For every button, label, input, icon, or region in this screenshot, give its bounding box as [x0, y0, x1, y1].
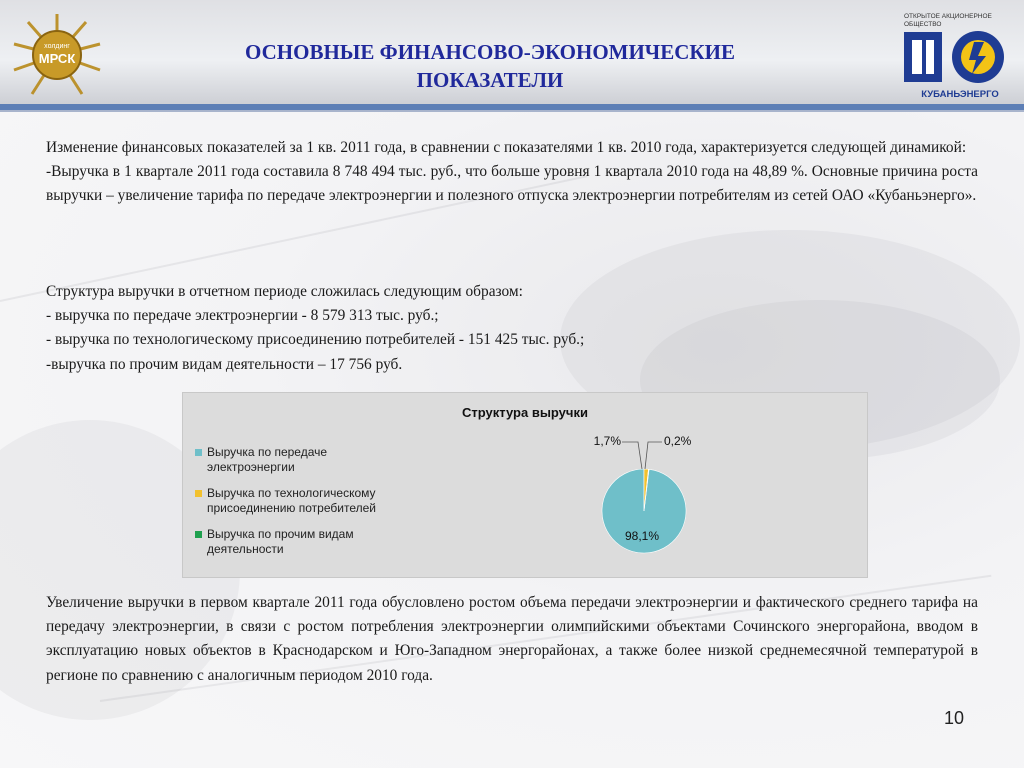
kubanenergo-logo [902, 10, 1020, 102]
logo-right-line2: ОБЩЕСТВО [904, 21, 942, 28]
leader-line-other [645, 442, 662, 469]
leader-line-connection [622, 442, 642, 469]
intro-paragraph-1: Изменение финансовых показателей за 1 кв. 2011 года, в сравнении с показателями 1 кв. 2010 года, характеризуется следующей динамикой: [46, 139, 967, 156]
revenue-structure-text [46, 280, 978, 377]
pie-chart [183, 393, 867, 577]
intro-paragraph-2: -Выручка в 1 квартале 2011 года составила 8 748 494 тыс. руб., что больше уровня 1 квартала 2010 года на 48,89 %. Основные причина роста выручки – увеличение тарифа по передаче электроэнергии и полезного отпуска электроэнергии потребителям из сетей ОАО «Кубаньэнерго». [46, 163, 978, 205]
slide-header [0, 0, 1024, 110]
conclusion-text [46, 591, 978, 688]
page-number: 10 [943, 708, 964, 728]
data-label-connection: 1,7% [593, 434, 621, 448]
mrsk-holding-logo [8, 10, 106, 100]
data-label-transmission: 98,1% [624, 529, 660, 543]
legend-label-transmission-line1: Выручка по передаче [207, 445, 328, 459]
legend-label-connection-line2: присоединению потребителей [207, 501, 376, 515]
slide-title [160, 38, 820, 94]
structure-item-other: -выручка по прочим видам деятельности – 17 756 руб. [46, 355, 403, 373]
legend-label-other-line2: деятельности [207, 542, 284, 556]
logo-left-top-text: холдинг [44, 43, 70, 50]
chart-title: Структура выручки [462, 405, 588, 420]
revenue-structure-chart [182, 392, 868, 578]
logo-right-line1: ОТКРЫТОЕ АКЦИОНЕРНОЕ [904, 13, 992, 20]
logo-left-main-text: МРСК [38, 51, 76, 66]
legend-label-transmission-line2: электроэнергии [207, 460, 295, 474]
structure-item-transmission: - выручка по передаче электроэнергии - 8 579 313 тыс. руб.; [46, 307, 439, 325]
data-label-other: 0,2% [664, 434, 692, 448]
slide-title-line2: ПОКАЗАТЕЛИ [416, 68, 564, 92]
header-underline [0, 110, 1024, 112]
structure-heading: Структура выручки в отчетном периоде сложилась следующим образом: [46, 283, 523, 300]
legend-label-other-line1: Выручка по прочим видам [207, 527, 354, 541]
logo-right-name: КУБАНЬЭНЕРГО [921, 89, 999, 100]
slide-title-line1: ОСНОВНЫЕ ФИНАНСОВО-ЭКОНОМИЧЕСКИЕ [245, 40, 735, 64]
conclusion-paragraph: Увеличение выручки в первом квартале 2011 года обусловлено ростом объема передачи электроэнергии и фактического среднего тарифа на передачу электроэнергии, в связи с ростом потребления электроэнергии олимпийскими объектами Сочинского энергорайона, вводом в эксплуатацию новых объектов в Краснодарском и Юго-Западном энергорайонах, а также более низкой среднемесячной температурой в регионе по сравнению с аналогичным периодом 2010 года. [46, 594, 978, 684]
legend-label-connection-line1: Выручка по технологическому [207, 486, 376, 500]
intro-text [46, 136, 978, 209]
structure-item-connection: - выручка по технологическому присоединению потребителей - 151 425 тыс. руб.; [46, 331, 585, 349]
